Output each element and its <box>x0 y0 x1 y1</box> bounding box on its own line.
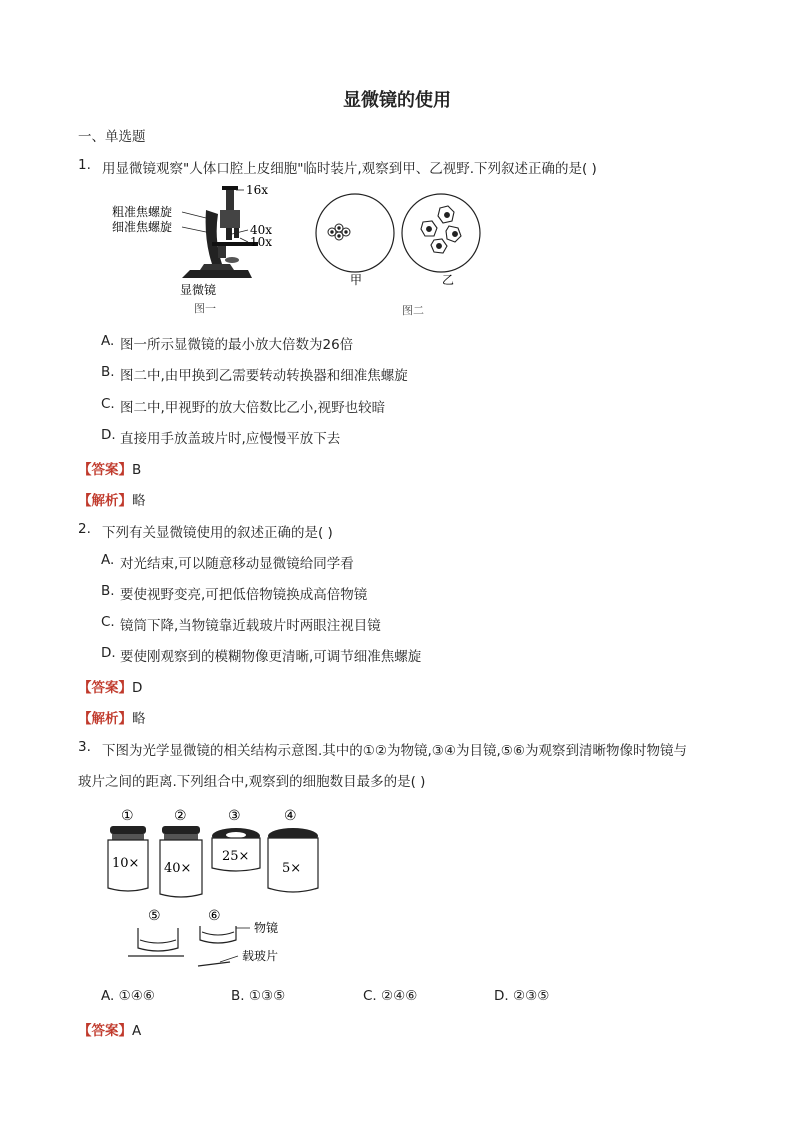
option-key: B. <box>231 988 245 1004</box>
analysis-label: 【解析】 <box>78 493 132 509</box>
field-jia-label: 甲 <box>350 273 363 287</box>
question-2-number: 2. <box>78 521 91 537</box>
lens-2-mag: 40× <box>164 861 192 876</box>
option-text: ②③⑤ <box>512 988 550 1004</box>
section-heading: 一、单选题 <box>78 129 146 145</box>
figure-2-caption: 图二 <box>402 304 424 317</box>
distance-5-marker: ⑤ <box>148 908 161 924</box>
eyepiece-16x-label: 16x <box>246 183 269 197</box>
large-cells-icon <box>421 206 461 253</box>
q2-option-c-key: C. <box>101 614 115 630</box>
option-text: ①③⑤ <box>248 988 286 1004</box>
q1-option-c-key: C. <box>101 396 115 412</box>
q1-option-b-key: B. <box>101 364 115 380</box>
figure-1-caption: 图一 <box>194 302 216 315</box>
q2-option-d-key: D. <box>101 645 116 661</box>
objective-10x-label: 10x <box>250 235 273 249</box>
question-3-text-line-1: 下图为光学显微镜的相关结构示意图.其中的①②为物镜,③④为目镜,⑤⑥为观察到清晰物像时物镜与 <box>102 743 687 759</box>
q2-option-c-text: 镜筒下降,当物镜靠近载玻片时两眼注视目镜 <box>120 618 381 634</box>
lens-1-marker: ① <box>121 808 134 824</box>
q3-option-d <box>494 988 549 1004</box>
q3-option-b <box>231 988 285 1004</box>
option-text: ①④⑥ <box>118 988 155 1004</box>
question-2-text: 下列有关显微镜使用的叙述正确的是( ) <box>102 525 333 541</box>
q1-option-c-text: 图二中,甲视野的放大倍数比乙小,视野也较暗 <box>120 400 386 416</box>
q2-option-a-text: 对光结束,可以随意移动显微镜给同学看 <box>120 556 354 572</box>
q1-option-d-text: 直接用手放盖玻片时,应慢慢平放下去 <box>120 431 341 447</box>
lens-1-mag: 10× <box>112 856 140 871</box>
microscope-caption: 显微镜 <box>180 283 217 297</box>
analysis-value: 略 <box>132 493 146 509</box>
lens-3-mag: 25× <box>222 849 250 864</box>
option-key: C. <box>363 988 377 1004</box>
q1-analysis <box>78 489 146 509</box>
distance-6-marker: ⑥ <box>208 908 221 924</box>
microscope-figure <box>108 180 288 320</box>
q2-option-b-text: 要使视野变亮,可把低倍物镜换成高倍物镜 <box>120 587 368 603</box>
q1-option-a-key: A. <box>101 333 115 349</box>
option-key: A. <box>101 988 115 1004</box>
q3-answer <box>78 1019 141 1039</box>
q2-analysis <box>78 707 146 727</box>
coarse-focus-label: 粗准焦螺旋 <box>112 205 173 219</box>
q1-answer <box>78 458 141 478</box>
question-1-number: 1. <box>78 157 91 173</box>
answer-value: B <box>132 462 142 478</box>
option-text: ②④⑥ <box>381 988 418 1004</box>
slide-callout: 载玻片 <box>242 949 279 963</box>
question-3-text-line-2: 玻片之间的距离.下列组合中,观察到的细胞数目最多的是( ) <box>78 774 426 790</box>
fine-focus-label: 细准焦螺旋 <box>112 220 173 234</box>
lens-figure <box>100 804 340 974</box>
field-of-view-figure <box>306 186 486 320</box>
page-title: 显微镜的使用 <box>343 90 451 111</box>
answer-label: 【答案】 <box>78 680 132 696</box>
lens-3-marker: ③ <box>228 808 241 824</box>
answer-label: 【答案】 <box>78 462 132 478</box>
lens-4-marker: ④ <box>284 808 297 824</box>
q2-option-b-key: B. <box>101 583 115 599</box>
lens-4-mag: 5× <box>282 861 302 876</box>
analysis-value: 略 <box>132 711 146 727</box>
q1-option-a-text: 图一所示显微镜的最小放大倍数为26倍 <box>120 337 354 353</box>
answer-value: A <box>132 1023 142 1039</box>
q2-option-d-text: 要使刚观察到的模糊物像更清晰,可调节细准焦螺旋 <box>120 649 422 665</box>
lens-2-marker: ② <box>174 808 187 824</box>
option-key: D. <box>494 988 509 1004</box>
q2-option-a-key: A. <box>101 552 115 568</box>
objective-callout: 物镜 <box>254 921 279 935</box>
q3-option-a <box>101 988 155 1004</box>
question-1-text: 用显微镜观察"人体口腔上皮细胞"临时装片,观察到甲、乙视野.下列叙述正确的是( ) <box>102 161 597 177</box>
small-cells-icon <box>328 224 350 240</box>
q2-answer <box>78 676 142 696</box>
q1-option-d-key: D. <box>101 427 116 443</box>
analysis-label: 【解析】 <box>78 711 132 727</box>
field-yi-label: 乙 <box>442 273 455 287</box>
answer-label: 【答案】 <box>78 1023 132 1039</box>
answer-value: D <box>132 680 143 696</box>
q3-option-c <box>363 988 417 1004</box>
objective-40x-label: 40x <box>250 223 273 237</box>
q1-option-b-text: 图二中,由甲换到乙需要转动转换器和细准焦螺旋 <box>120 368 408 384</box>
question-3-number: 3. <box>78 739 91 755</box>
